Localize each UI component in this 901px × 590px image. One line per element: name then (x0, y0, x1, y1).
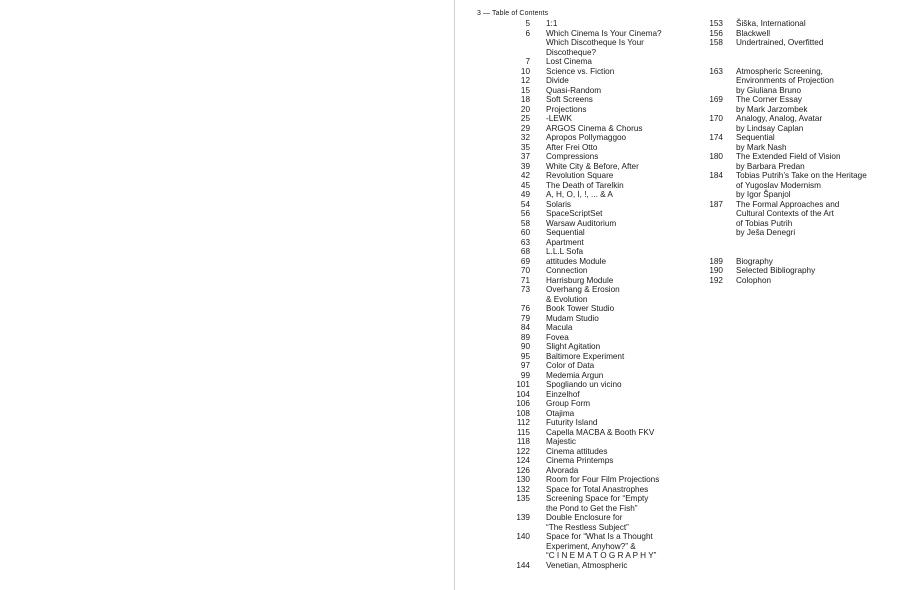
toc-page-number: 32 (520, 133, 530, 142)
toc-page-number: 192 (709, 275, 723, 285)
toc-page-number: 12 (520, 76, 530, 85)
toc-entry-title: Šiška, International (736, 19, 806, 28)
toc-page-number: 135 (516, 494, 530, 503)
toc-entry-title: Connection (546, 266, 588, 275)
toc-page-number: 97 (520, 361, 530, 370)
toc-entry-title: After Frei Otto (546, 142, 598, 152)
toc-page-number: 122 (516, 446, 530, 456)
toc-entry-title: Blackwell (736, 28, 771, 38)
group-spacer (706, 57, 896, 67)
toc-group-appendix (706, 257, 896, 286)
toc-entry (514, 352, 694, 362)
toc-entry-title: Quasi-Random (546, 85, 602, 95)
toc-entry (706, 257, 896, 267)
toc-entry (706, 67, 896, 96)
group-spacer (706, 247, 896, 257)
toc-page-number: 25 (520, 114, 530, 123)
toc-page-number: 7 (525, 57, 530, 66)
toc-page-number: 49 (520, 190, 530, 199)
toc-entry (514, 114, 694, 124)
toc-page-number: 130 (516, 475, 530, 484)
toc-page-number: 90 (520, 342, 530, 351)
toc-entry (514, 162, 694, 172)
toc-entry (706, 276, 896, 286)
toc-entry-title: -LEWK (546, 114, 572, 123)
toc-entry-title: Otajima (546, 408, 575, 418)
toc-entry-title: Compressions (546, 152, 599, 161)
toc-entry-title: L.L.L Sofa (546, 247, 584, 256)
toc-page-number: 29 (520, 123, 530, 133)
toc-entry-title: Soft Screens (546, 95, 593, 104)
toc-page-number: 106 (516, 399, 530, 408)
toc-entry-title: Venetian, Atmospheric (546, 560, 628, 570)
toc-entry (514, 86, 694, 96)
toc-entry (706, 114, 896, 133)
toc-entry-title: The Corner Essay by Mark Jarzombek (736, 95, 808, 114)
toc-entry (514, 247, 694, 257)
toc-entry-title: Alvorada (546, 465, 579, 475)
toc-page-number: 190 (709, 266, 723, 275)
toc-page-number: 58 (520, 218, 530, 228)
toc-entry (514, 561, 694, 571)
toc-entry (514, 485, 694, 495)
toc-entry-title: White City & Before, After (546, 161, 639, 171)
toc-page-number: 184 (709, 171, 723, 180)
toc-page-number: 169 (709, 95, 723, 104)
toc-page-number: 79 (520, 313, 530, 323)
toc-page-number: 63 (520, 237, 530, 247)
group-spacer (706, 48, 896, 58)
toc-column-2 (706, 19, 896, 285)
toc-entry (706, 171, 896, 200)
toc-entry-title: Medemia Argun (546, 370, 604, 380)
toc-entry-title: Atmospheric Screening, Environments of Projection by Giuliana Bruno (736, 66, 834, 95)
toc-entry-title: A, H, O, I, !, ... & A (546, 190, 613, 199)
toc-entry-title: Revolution Square (546, 171, 614, 180)
toc-entry (706, 200, 896, 238)
toc-entry-title: Analogy, Analog, Avatar by Lindsay Caplan (736, 114, 823, 133)
toc-entry (514, 181, 694, 191)
toc-entry-title: Cinema attitudes (546, 446, 608, 456)
toc-entry (514, 219, 694, 229)
toc-page-number: 39 (520, 161, 530, 171)
toc-entry (514, 304, 694, 314)
toc-page-number: 56 (520, 209, 530, 218)
toc-entry-title: Fovea (546, 332, 569, 342)
toc-entry (706, 266, 896, 276)
toc-page-number: 144 (516, 560, 530, 570)
toc-entry (514, 209, 694, 219)
toc-page-number: 6 (525, 28, 530, 38)
toc-page-number: 10 (520, 66, 530, 76)
toc-entry (514, 390, 694, 400)
running-head: 3 — Table of Contents (477, 10, 549, 17)
toc-entry-title: Double Enclosure for “The Restless Subject” (546, 513, 629, 532)
toc-page-number: 174 (709, 133, 723, 142)
toc-page-number: 68 (520, 247, 530, 256)
toc-page-number: 5 (525, 19, 530, 28)
toc-entry (514, 133, 694, 143)
toc-page-number: 60 (520, 228, 530, 237)
toc-entry (706, 38, 896, 48)
toc-page-number: 108 (516, 408, 530, 418)
toc-entry-title: Macula (546, 323, 573, 332)
toc-page-number: 180 (709, 152, 723, 161)
toc-entry (514, 409, 694, 419)
toc-page-number: 54 (520, 199, 530, 209)
toc-entry (514, 124, 694, 134)
toc-page-number: 37 (520, 152, 530, 161)
toc-page-number: 187 (709, 199, 723, 209)
toc-entry-title: Lost Cinema (546, 57, 592, 66)
toc-page-number: 140 (516, 532, 530, 541)
toc-page-number: 18 (520, 95, 530, 104)
toc-entry-title: attitudes Module (546, 256, 607, 266)
toc-column-1 (514, 19, 694, 570)
toc-entry (706, 19, 896, 29)
toc-page-number: 132 (516, 484, 530, 494)
toc-entry-title: Capella MACBA & Booth FKV (546, 427, 655, 437)
toc-entry (514, 437, 694, 447)
toc-entry (514, 532, 694, 561)
toc-entry (514, 447, 694, 457)
toc-entry-title: Science vs. Fiction (546, 66, 615, 76)
toc-entry (514, 342, 694, 352)
toc-entry (514, 257, 694, 267)
toc-entry-title: Mudam Studio (546, 313, 599, 323)
toc-entry-title: Divide (546, 76, 569, 85)
toc-entry-title: Book Tower Studio (546, 304, 615, 313)
toc-entry-title: The Extended Field of Vision by Barbara Predan (736, 152, 841, 171)
toc-page-number: 170 (709, 114, 723, 123)
toc-entry (514, 266, 694, 276)
toc-entry-title: Overhang & Erosion & Evolution (546, 285, 620, 304)
toc-entry (514, 276, 694, 286)
toc-page-number: 20 (520, 104, 530, 114)
toc-page-number: 89 (520, 332, 530, 342)
toc-entry-title: Futurity Island (546, 418, 598, 427)
toc-entry-title: Undertrained, Overfitted (736, 38, 824, 47)
toc-entry (514, 456, 694, 466)
toc-page-number: 15 (520, 85, 530, 95)
toc-entry-title: Tobias Putrih’s Take on the Heritage of Yugoslav Modernism by Igor Španjol (736, 171, 867, 199)
toc-entry (514, 29, 694, 58)
toc-page-number: 84 (520, 323, 530, 332)
toc-entry (514, 428, 694, 438)
toc-page-number: 71 (520, 275, 530, 285)
toc-entry (514, 238, 694, 248)
toc-page-number: 163 (709, 66, 723, 76)
toc-entry (514, 475, 694, 485)
toc-entry (514, 323, 694, 333)
toc-page-number: 69 (520, 256, 530, 266)
toc-entry-title: Einzelhof (546, 389, 580, 399)
toc-entry (514, 361, 694, 371)
toc-entry (514, 466, 694, 476)
toc-entry (514, 171, 694, 181)
toc-entry (514, 494, 694, 513)
toc-entry (514, 95, 694, 105)
toc-page-number: 126 (516, 465, 530, 475)
toc-page-number: 115 (516, 427, 530, 437)
toc-page-number: 112 (516, 418, 530, 427)
toc-entry (514, 76, 694, 86)
toc-entry-title: The Death of Tarelkin (546, 180, 624, 190)
toc-page-number: 70 (520, 266, 530, 275)
toc-page-number: 118 (516, 437, 530, 446)
toc-entry (514, 228, 694, 238)
toc-group-essays (706, 67, 896, 238)
toc-entry (514, 314, 694, 324)
toc-entry (514, 200, 694, 210)
toc-entry-title: Sequential by Mark Nash (736, 133, 787, 152)
toc-entry (514, 143, 694, 153)
toc-page-number: 101 (516, 380, 530, 389)
toc-entry-title: 1:1 (546, 19, 558, 28)
toc-entry (514, 152, 694, 162)
toc-page-number: 76 (520, 304, 530, 313)
toc-entry (514, 399, 694, 409)
toc-entry-title: Selected Bibliography (736, 266, 816, 275)
toc-page-number: 139 (516, 513, 530, 522)
toc-entry-title: Space for Total Anastrophes (546, 484, 649, 494)
toc-entry (514, 513, 694, 532)
toc-entry-title: Apropos Pollymaggoo (546, 133, 627, 142)
toc-entry (514, 418, 694, 428)
toc-entry-title: Biography (736, 256, 773, 266)
toc-entry-title: Spogliando un vicino (546, 380, 622, 389)
toc-entry-title: Cinema Printemps (546, 456, 614, 465)
toc-entry-title: SpaceScriptSet (546, 209, 603, 218)
toc-entry (706, 133, 896, 152)
toc-entry (706, 152, 896, 171)
toc-page-number: 73 (520, 285, 530, 294)
group-spacer (706, 238, 896, 248)
toc-entry-title: Space for “What Is a Thought Experiment, Anyhow?” & “C I N E M A T O G R A P H Y” (546, 532, 657, 560)
toc-entry-title: Projections (546, 104, 587, 114)
toc-entry (706, 29, 896, 39)
toc-entry (514, 105, 694, 115)
toc-entry (514, 57, 694, 67)
toc-entry-title: Apartment (546, 237, 584, 247)
toc-entry (706, 95, 896, 114)
toc-entry (514, 19, 694, 29)
toc-page-number: 45 (520, 180, 530, 190)
toc-entry-title: Which Cinema Is Your Cinema? Which Discotheque Is Your Discotheque? (546, 28, 662, 57)
toc-page-number: 95 (520, 351, 530, 361)
toc-page-number: 156 (709, 28, 723, 38)
toc-page-number: 42 (520, 171, 530, 180)
toc-group-sections (706, 19, 896, 48)
toc-page-number: 124 (516, 456, 530, 465)
toc-entry (514, 67, 694, 77)
toc-entry-title: The Formal Approaches and Cultural Contexts of the Art of Tobias Putrih by Ješa Denegri (736, 199, 840, 237)
toc-entry (514, 285, 694, 304)
toc-entry-title: Baltimore Experiment (546, 351, 625, 361)
toc-entry-title: Harrisburg Module (546, 275, 614, 285)
toc-entry-title: Color of Data (546, 361, 595, 370)
toc-entry-title: Solaris (546, 199, 572, 209)
toc-page-number: 158 (709, 38, 723, 47)
toc-entry-title: ARGOS Cinema & Chorus (546, 123, 643, 133)
toc-page-number: 189 (709, 256, 723, 266)
toc-page-number: 35 (520, 142, 530, 152)
toc-entry-title: Slight Agitation (546, 342, 601, 351)
toc-entry-title: Warsaw Auditorium (546, 218, 617, 228)
toc-entry-title: Majestic (546, 437, 577, 446)
toc-entry (514, 333, 694, 343)
toc-entry-title: Sequential (546, 228, 585, 237)
toc-entry-title: Room for Four Film Projections (546, 475, 660, 484)
toc-entry-title: Colophon (736, 275, 772, 285)
toc-page-number: 153 (709, 19, 723, 28)
toc-page-number: 104 (516, 389, 530, 399)
toc-entry-title: Screening Space for “Empty the Pond to Get the Fish” (546, 494, 649, 513)
toc-entry (514, 190, 694, 200)
toc-entry-title: Group Form (546, 399, 591, 408)
toc-entry (514, 371, 694, 381)
toc-page-number: 99 (520, 370, 530, 380)
toc-entry (514, 380, 694, 390)
